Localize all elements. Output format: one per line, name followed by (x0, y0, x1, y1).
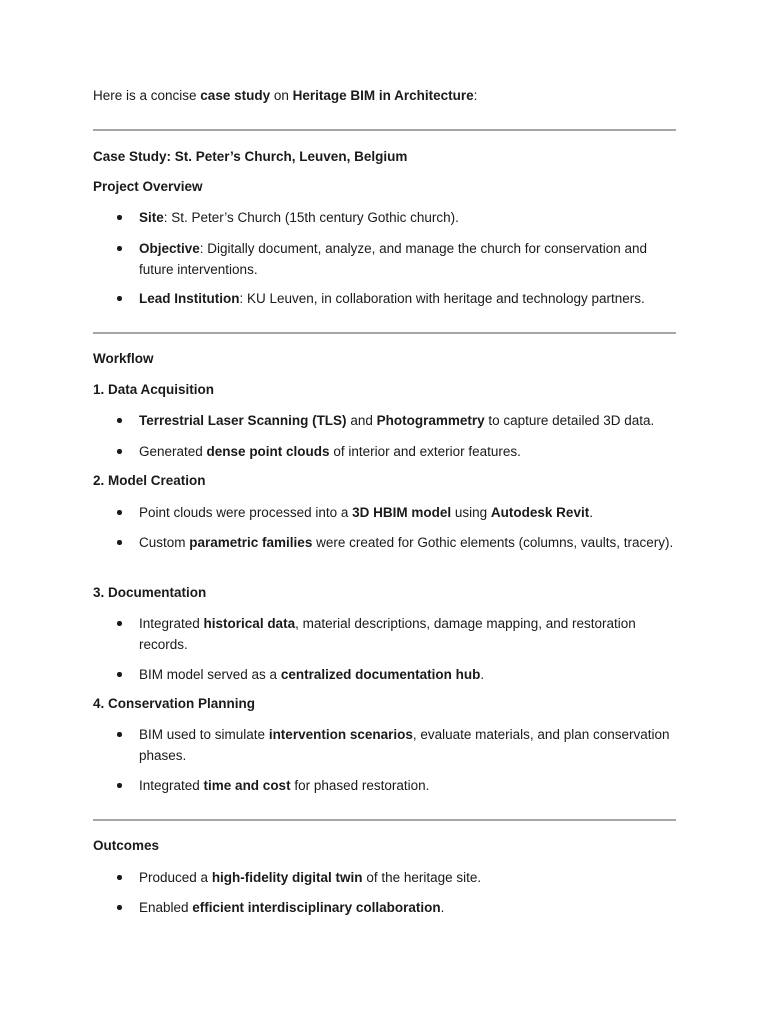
divider (93, 332, 676, 334)
list-item: Terrestrial Laser Scanning (TLS) and Photogrammetry to capture detailed 3D data. (139, 410, 684, 431)
list-item: Enabled efficient interdisciplinary collaboration. (139, 897, 684, 918)
case-study-title: Case Study: St. Peter’s Church, Leuven, Belgium (93, 149, 408, 164)
list-item: Integrated historical data, material descriptions, damage mapping, and restoration records. (139, 613, 684, 655)
section-heading: 1. Data Acquisition (93, 382, 215, 397)
list-item: Custom parametric families were created for Gothic elements (columns, vaults, tracery). (139, 532, 684, 553)
section-heading: 2. Model Creation (93, 473, 206, 488)
section-heading: 4. Conservation Planning (93, 696, 256, 711)
divider (93, 819, 676, 821)
workflow-heading: Workflow (93, 351, 154, 366)
list-item: BIM used to simulate intervention scenarios, evaluate materials, and plan conservation phases. (139, 724, 684, 766)
list-item: Lead Institution: KU Leuven, in collaboration with heritage and technology partners. (139, 288, 684, 309)
list-item: Generated dense point clouds of interior and exterior features. (139, 441, 684, 462)
intro-line: Here is a concise case study on Heritage BIM in Architecture: (93, 88, 478, 103)
overview-heading: Project Overview (93, 179, 203, 194)
list-item: Point clouds were processed into a 3D HBIM model using Autodesk Revit. (139, 502, 684, 523)
outcomes-heading: Outcomes (93, 838, 160, 853)
list-item: Produced a high-fidelity digital twin of the heritage site. (139, 867, 684, 888)
list-item: BIM model served as a centralized documentation hub. (139, 664, 684, 685)
list-item: Objective: Digitally document, analyze, and manage the church for conservation and future interventions. (139, 238, 684, 280)
section-heading: 3. Documentation (93, 585, 207, 600)
list-item: Site: St. Peter’s Church (15th century Gothic church). (139, 207, 684, 228)
divider (93, 129, 676, 131)
list-item: Integrated time and cost for phased restoration. (139, 775, 684, 796)
